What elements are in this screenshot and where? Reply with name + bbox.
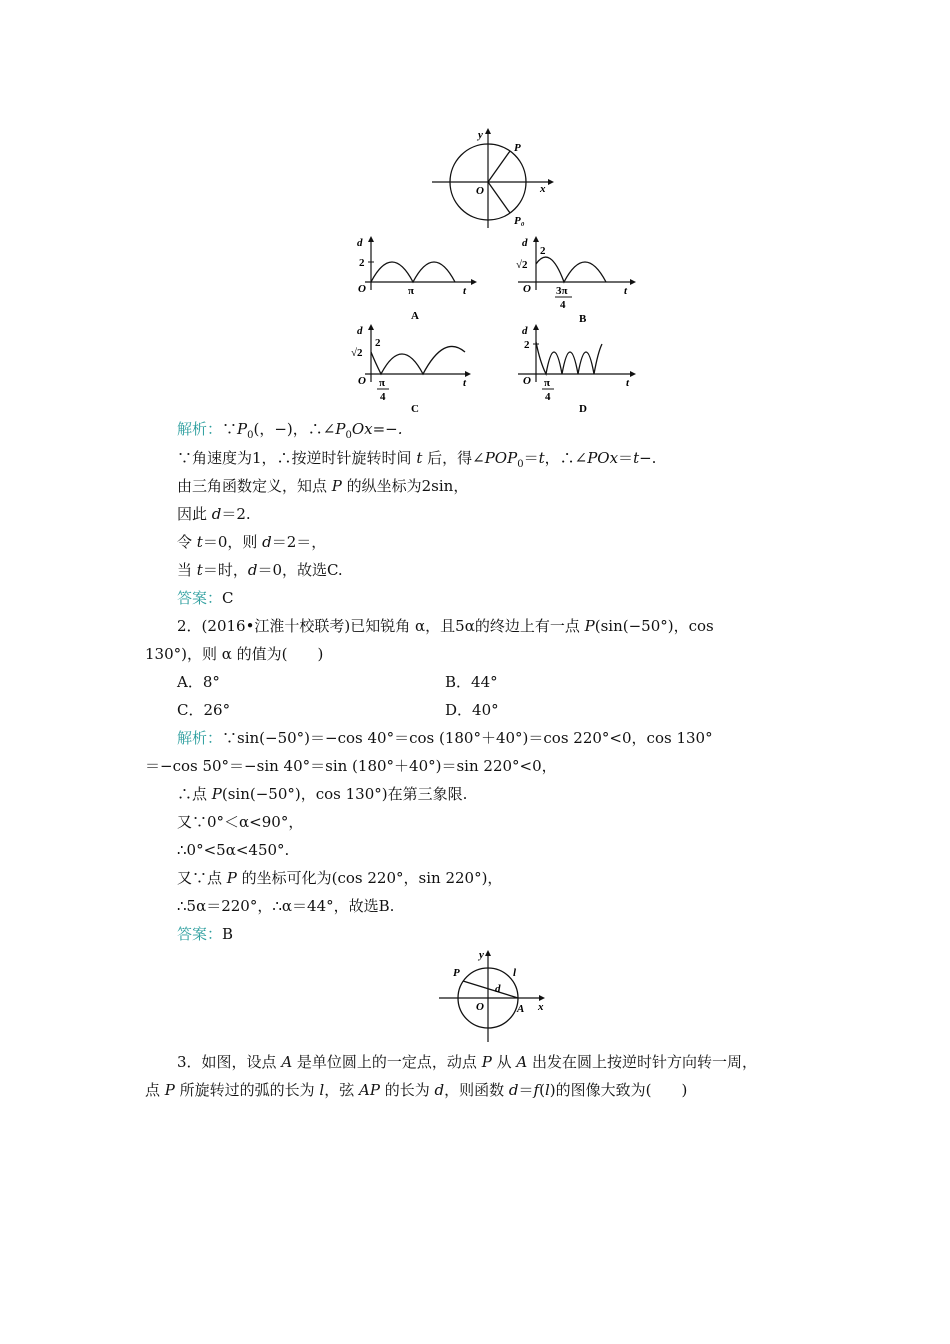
label-d: d — [357, 237, 363, 249]
sol2-answer: 答案：B — [177, 925, 234, 943]
q3-line1: 3．如图，设点 A 是单位圆上的一定点，动点 P 从 A 出发在圆上按逆时针方向转一周， — [177, 1053, 757, 1071]
label-t: t — [626, 377, 630, 389]
radius-op0 — [488, 182, 510, 213]
sol2-line3: ∴点 P(sin(−50°)，cos 130°)在第三象限. — [177, 785, 468, 803]
q3-line2: 点 P 所旋转过的弧的长为 l，弦 AP 的长为 d，则函数 d＝f(l)的图像大致为( ) — [145, 1081, 688, 1099]
d-arrow-icon — [533, 236, 539, 242]
q2-line1: 2．(2016•江淮十校联考)已知锐角 α，且5α的终边上有一点 P(sin(−50°)，cos — [177, 617, 714, 635]
label-p: P — [514, 142, 521, 154]
q2-option-d: D．40° — [445, 701, 499, 719]
label-o: O — [476, 1001, 484, 1013]
label-l: l — [513, 967, 517, 979]
label-2: 2 — [359, 257, 365, 269]
label-o: O — [358, 283, 366, 295]
sol1-answer: 答案：C — [177, 589, 234, 607]
option-c-graph — [345, 322, 485, 414]
x-arrow-icon — [548, 179, 554, 185]
label-pi: π — [408, 285, 415, 297]
label-o: O — [476, 185, 484, 197]
sol1-line5: 令 t＝0，则 d＝2＝， — [177, 533, 327, 551]
tick-num: π — [379, 377, 386, 389]
caption-c: C — [411, 403, 419, 414]
sol1-line3: 由三角函数定义，知点 P 的纵坐标为2sin， — [177, 477, 469, 495]
label-o: O — [523, 375, 531, 387]
sol2-line5: ∴0°<5α<450°. — [177, 841, 290, 859]
label-o: O — [358, 375, 366, 387]
label-a: A — [517, 1003, 525, 1015]
q2-option-b: B．44° — [445, 673, 498, 691]
curve — [371, 346, 465, 374]
t-arrow-icon — [630, 279, 636, 285]
label-p0: P₀ — [514, 215, 525, 227]
circle-figure — [430, 124, 560, 234]
analysis-label: 解析： — [177, 729, 223, 747]
curve — [371, 262, 455, 282]
tick-den: 4 — [545, 391, 551, 403]
caption-a: A — [411, 310, 419, 322]
analysis-label: 解析： — [177, 420, 223, 438]
sol2-line4: 又∵0°＜α<90°， — [177, 813, 304, 831]
label-y: y — [478, 129, 483, 141]
sol2-line2: ＝−cos 50°＝−sin 40°＝sin (180°＋40°)＝sin 220°<0， — [145, 757, 557, 775]
label-x: x — [540, 183, 546, 195]
q2-line2: 130°)，则 α 的值为( ) — [145, 645, 324, 663]
answer-label: 答案： — [177, 925, 223, 943]
caption-b: B — [579, 313, 587, 325]
label-2: 2 — [524, 339, 530, 351]
y-arrow-icon — [485, 128, 491, 134]
option-d-graph — [510, 322, 650, 414]
label-p: P — [453, 967, 460, 979]
label-t: t — [624, 285, 628, 297]
label-x: x — [538, 1001, 544, 1013]
sol2-line7: ∴5α＝220°，∴α＝44°，故选B. — [177, 897, 395, 915]
label-d: d — [495, 983, 501, 995]
q2-option-c: C．26° — [177, 701, 231, 719]
label-2: 2 — [540, 245, 546, 257]
tick-num: 3π — [556, 285, 568, 297]
d-arrow-icon — [368, 324, 374, 330]
tick-den: 4 — [380, 391, 386, 403]
label-o: O — [523, 283, 531, 295]
tick-num: π — [544, 377, 551, 389]
radius-op — [488, 151, 510, 182]
sol1-line1: 解析：$\because P_0$(，−)，$\therefore\angle P_0Ox=-$. — [177, 420, 403, 441]
label-d: d — [522, 325, 528, 337]
sol1-line4: 因此 d＝2. — [177, 505, 251, 523]
label-sqrt2: √2 — [351, 347, 363, 359]
label-t: t — [463, 377, 467, 389]
y-arrow-icon — [485, 950, 491, 956]
label-d: d — [357, 325, 363, 337]
option-b-graph — [510, 234, 650, 326]
q2-option-a: A．8° — [177, 673, 220, 691]
d-arrow-icon — [533, 324, 539, 330]
label-sqrt2: √2 — [516, 259, 528, 271]
t-arrow-icon — [630, 371, 636, 377]
sol2-line1: 解析：∵sin(−50°)＝−cos 40°＝cos (180°＋40°)＝cos 220°<0，cos 130° — [177, 729, 713, 747]
sol2-line6: 又∵点 P 的坐标可化为(cos 220°，sin 220°)， — [177, 869, 503, 887]
chord-ap — [463, 981, 518, 998]
curve — [536, 342, 602, 374]
label-y: y — [479, 949, 484, 961]
sol1-line6: 当 t＝时，d＝0，故选C. — [177, 561, 343, 579]
caption-d: D — [579, 403, 587, 414]
d-arrow-icon — [368, 236, 374, 242]
sol1-line2: ∵角速度为1，∴按逆时针旋转时间 t 后，得$\angle POP_0=t$，∴∠POx＝t−. — [177, 449, 657, 470]
label-2: 2 — [375, 337, 381, 349]
option-a-graph — [345, 234, 485, 322]
curve — [536, 257, 606, 282]
unit-circle-figure — [435, 946, 555, 1046]
t-arrow-icon — [471, 279, 477, 285]
tick-den: 4 — [560, 299, 566, 311]
answer-label: 答案： — [177, 589, 223, 607]
label-t: t — [463, 285, 467, 297]
label-d: d — [522, 237, 528, 249]
